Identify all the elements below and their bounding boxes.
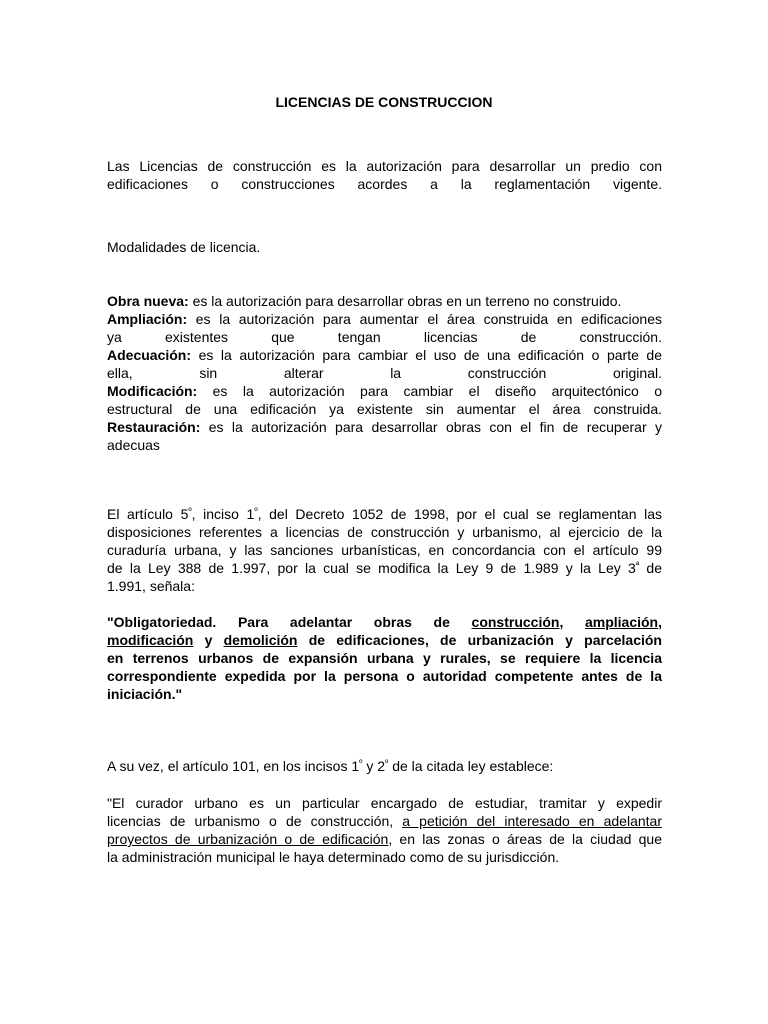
underlined-proyectos: proyectos de urbanización o de edificación xyxy=(107,831,389,847)
articulo-5-line-3: curaduría urbana, y las sanciones urbanísticas, en concordancia con el artículo 99 xyxy=(107,542,662,558)
ordinal-sup: º xyxy=(188,506,192,516)
ordinal-sup: ª xyxy=(635,560,640,570)
quote-2-line-4: la administración municipal le haya determinado como de su jurisdicción. xyxy=(107,849,560,865)
articulo-101-text-b: y 2 xyxy=(362,758,386,774)
adecuacion-term: Adecuación: xyxy=(107,347,192,363)
modalidades-heading: Modalidades de licencia. xyxy=(107,239,261,255)
intro-line-2: edificaciones o construcciones acordes a la reglamentación vigente. xyxy=(107,176,662,192)
quote-1-comma: , xyxy=(559,614,585,630)
articulo-5-paragraph xyxy=(107,505,662,595)
ordinal-sup: º xyxy=(254,506,258,516)
articulo-101-text-c: de la citada ley establece: xyxy=(388,758,554,774)
document-title: LICENCIAS DE CONSTRUCCION xyxy=(275,94,493,110)
modificacion-text-1: es la autorización para cambiar el diseño arquitectónico o xyxy=(197,383,662,399)
underlined-construccion: construcción xyxy=(471,614,560,630)
quote-2-line-2 xyxy=(107,812,662,830)
quote-1-text-b: de edificaciones, de urbanización y parcelación xyxy=(297,632,662,648)
modificacion-text-2: estructural de una edificación ya existente sin aumentar el área construida. xyxy=(107,401,662,417)
adecuacion-item-line-1 xyxy=(107,346,662,364)
quote-1-line-1 xyxy=(107,613,662,631)
obra-nueva-text: es la autorización para desarrollar obras en un terreno no construido. xyxy=(188,293,622,309)
restauracion-item-line-1 xyxy=(107,418,662,436)
intro-line-1: Las Licencias de construcción es la autorización para desarrollar un predio con xyxy=(107,158,662,174)
restauracion-text-1: es la autorización para desarrollar obras con el fin de recuperar y xyxy=(200,419,662,435)
obra-nueva-item xyxy=(107,292,662,310)
quote-1-line-2 xyxy=(107,631,662,649)
articulo-5-line-4-end: de xyxy=(639,560,662,576)
articulo-5-text-a: El artículo 5 xyxy=(107,506,189,522)
quote-1-line-5: iniciación." xyxy=(107,686,183,702)
underlined-modificacion: modificación xyxy=(107,632,194,648)
articulo-5-text-b: , inciso 1 xyxy=(191,506,255,522)
curador-quote xyxy=(107,794,662,866)
modificacion-item-line-1 xyxy=(107,382,662,400)
articulo-101-text-a: A su vez, el artículo 101, en los incisos 1 xyxy=(107,758,360,774)
articulo-101-paragraph xyxy=(107,757,662,775)
quote-2-text-b: , en las zonas o áreas de la ciudad que xyxy=(388,831,662,847)
quote-1-comma: , xyxy=(658,614,662,630)
adecuacion-text-1: es la autorización para cambiar el uso de una edificación o parte de xyxy=(191,347,662,363)
ordinal-sup: º xyxy=(385,758,389,768)
intro-paragraph xyxy=(107,157,662,193)
restauracion-term: Restauración: xyxy=(107,419,201,435)
quote-1-line-4: correspondiente expedida por la persona o autoridad competente antes de la xyxy=(107,668,662,684)
quote-1-line-3: en terrenos urbanos de expansión urbana y rurales, se requiere la licencia xyxy=(107,650,662,666)
obra-nueva-term: Obra nueva: xyxy=(107,293,189,309)
quote-2-text-a: licencias de urbanismo o de construcción, xyxy=(107,813,403,829)
ampliacion-text-1: es la autorización para aumentar el área construida en edificaciones xyxy=(187,311,662,327)
articulo-5-line-2: disposiciones referentes a licencias de construcción y urbanismo, al ejercicio de la xyxy=(107,524,662,540)
articulo-101-line xyxy=(107,757,662,775)
underlined-ampliacion: ampliación xyxy=(584,614,659,630)
restauracion-text-2: adecuas xyxy=(107,437,160,453)
underlined-peticion: a petición del interesado en adelantar xyxy=(402,813,662,829)
underlined-demolicion: demolición xyxy=(223,632,298,648)
quote-1-text-a: "Obligatoriedad. Para adelantar obras de xyxy=(107,614,472,630)
articulo-5-line-4-text: de la Ley 388 de 1.997, por la cual se modifica la Ley 9 de 1.989 y la Ley 3 xyxy=(107,560,636,576)
ordinal-sup: º xyxy=(359,758,363,768)
articulo-5-line-5: 1.991, señala: xyxy=(107,578,195,594)
articulo-5-line-4 xyxy=(107,559,662,577)
quote-1-y: y xyxy=(193,632,224,648)
adecuacion-text-2: ella, sin alterar la construcción original. xyxy=(107,365,662,381)
ampliacion-item-line-1 xyxy=(107,310,662,328)
obligatoriedad-quote xyxy=(107,613,662,703)
modificacion-term: Modificación: xyxy=(107,383,198,399)
modalidades-list xyxy=(107,292,662,454)
ampliacion-text-2: ya existentes que tengan licencias de construcción. xyxy=(107,329,662,345)
articulo-5-line-1 xyxy=(107,505,662,523)
quote-2-line-3 xyxy=(107,830,662,848)
articulo-5-text-c: , del Decreto 1052 de 1998, por el cual se reglamentan las xyxy=(257,506,662,522)
ampliacion-term: Ampliación: xyxy=(107,311,188,327)
quote-2-line-1: "El curador urbano es un particular encargado de estudiar, tramitar y expedir xyxy=(107,795,662,811)
